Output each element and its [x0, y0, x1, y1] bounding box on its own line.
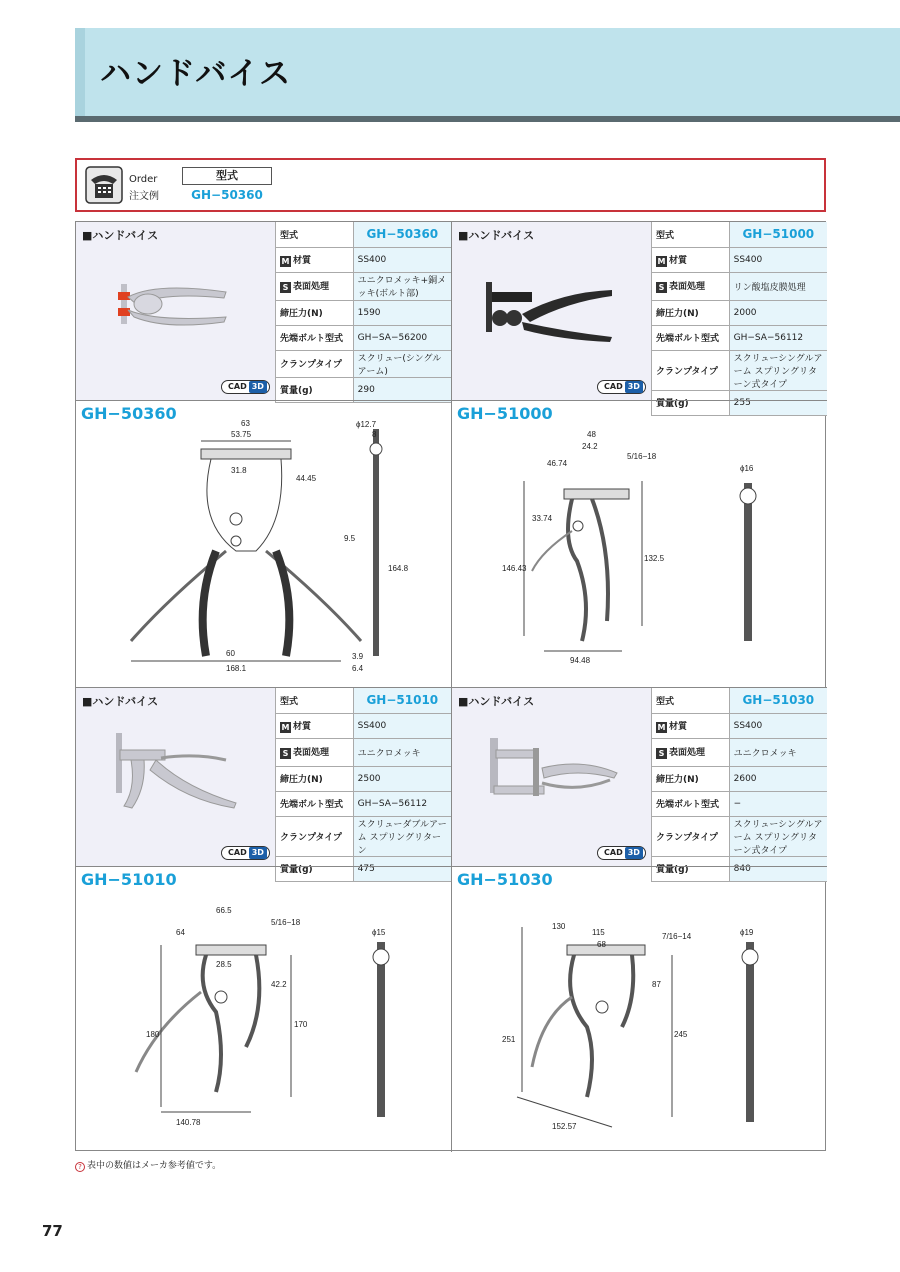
technical-drawing-gh-50360	[76, 401, 451, 689]
drawing-title: GH−50360	[81, 404, 177, 423]
technical-drawing-gh-51000	[452, 401, 827, 689]
spec-value-weight: 290	[353, 377, 451, 402]
dimension-label: ϕ16	[740, 464, 754, 473]
footnote	[75, 1158, 221, 1172]
product-photo-area	[452, 222, 651, 400]
spec-label-surface: S 表面処理	[276, 738, 354, 766]
spec-value-weight: 475	[353, 856, 451, 881]
spec-table	[275, 688, 451, 882]
spec-value-material: SS400	[729, 713, 827, 738]
dimension-label: 48	[587, 430, 596, 439]
spec-value-surface: ユニクロメッキ+銅メッキ(ボルト部)	[353, 272, 451, 300]
dimension-label: 3.9	[352, 652, 364, 661]
dimension-label: 24.2	[582, 442, 598, 451]
product-card-gh-50360	[76, 222, 451, 400]
spec-label-surface: S 表面処理	[652, 738, 730, 766]
spec-value-force: 2000	[729, 300, 827, 325]
material-mark-icon: M	[657, 256, 666, 266]
order-model-value: GH−50360	[191, 188, 263, 202]
spec-label-weight: 質量(g)	[652, 390, 730, 415]
spec-label-model: 型式	[652, 688, 730, 713]
order-example-box	[75, 158, 826, 212]
spec-value-bolt: GH−SA−56112	[729, 325, 827, 350]
order-label-jp: 注文例	[129, 191, 159, 202]
spec-label-weight: 質量(g)	[276, 377, 354, 402]
dimension-label: 42.2	[271, 980, 287, 989]
spec-value-model: GH−51000	[729, 222, 827, 247]
dimension-label: ϕ15	[372, 928, 386, 937]
surface-mark-icon: S	[280, 748, 291, 759]
dimension-label: 5/16−18	[627, 452, 657, 461]
spec-table	[651, 222, 827, 416]
product-photo-area	[76, 222, 275, 400]
product-card-gh-51010	[76, 688, 451, 875]
dimension-label: 46.74	[547, 459, 568, 468]
product-photo-area	[76, 688, 275, 866]
title-accent	[75, 28, 85, 122]
spec-value-bolt: GH−SA−56200	[353, 325, 451, 350]
title-shadow	[75, 116, 900, 122]
drawing-gh-51010	[76, 866, 451, 1154]
page-number: 77	[42, 1222, 63, 1240]
spec-label-clamp: クランプタイプ	[652, 350, 730, 390]
surface-mark-icon: S	[656, 282, 667, 293]
order-label-en: Order	[129, 174, 158, 185]
surface-mark-icon: S	[656, 748, 667, 759]
product-photo-gh-51010	[76, 688, 275, 866]
dimension-label: 53.75	[231, 430, 252, 439]
material-mark-icon: M	[281, 722, 290, 732]
dimension-label: 140.78	[176, 1118, 201, 1127]
product-grid	[75, 221, 826, 1151]
product-photo-gh-51000	[452, 222, 651, 400]
dimension-label: 251	[502, 1035, 516, 1044]
dimension-label: 33.74	[532, 514, 553, 523]
spec-label-bolt: 先端ボルト型式	[276, 325, 354, 350]
spec-label-model: 型式	[276, 688, 354, 713]
spec-label-surface: S 表面処理	[652, 272, 730, 300]
drawing-title: GH−51030	[457, 870, 553, 889]
cad-3d-badge[interactable]: CAD 3D	[597, 846, 646, 860]
spec-value-surface: ユニクロメッキ	[353, 738, 451, 766]
dimension-label: 6.4	[352, 664, 364, 673]
spec-value-bolt: GH−SA−56112	[353, 791, 451, 816]
spec-label-force: 締圧力(N)	[652, 766, 730, 791]
spec-value-model: GH−50360	[353, 222, 451, 247]
spec-value-weight: 255	[729, 390, 827, 415]
spec-value-clamp: スクリューダブルアーム スプリングリターン	[353, 816, 451, 856]
spec-value-surface: ユニクロメッキ	[729, 738, 827, 766]
spec-label-model: 型式	[652, 222, 730, 247]
dimension-label: 64	[176, 928, 185, 937]
dimension-label: 152.57	[552, 1122, 577, 1131]
spec-value-model: GH−51030	[729, 688, 827, 713]
dimension-label: 9.5	[344, 534, 356, 543]
spec-value-force: 2600	[729, 766, 827, 791]
product-heading: ■ハンドバイス	[82, 695, 159, 708]
spec-label-force: 締圧力(N)	[276, 766, 354, 791]
dimension-label: 87	[652, 980, 661, 989]
dimension-label: 164.8	[388, 564, 409, 573]
drawing-title: GH−51000	[457, 404, 553, 423]
product-heading: ■ハンドバイス	[458, 695, 535, 708]
dimension-label: 168.1	[226, 664, 247, 673]
spec-value-bolt: −	[729, 791, 827, 816]
technical-drawing-gh-51010	[76, 867, 451, 1153]
spec-label-surface: S 表面処理	[276, 272, 354, 300]
spec-label-bolt: 先端ボルト型式	[652, 791, 730, 816]
dimension-label: 44.45	[296, 474, 317, 483]
spec-label-clamp: クランプタイプ	[652, 816, 730, 856]
spec-label-weight: 質量(g)	[276, 856, 354, 881]
drawing-gh-51030	[452, 866, 827, 1154]
footnote-text: 表中の数値はメーカ参考値です。	[87, 1161, 222, 1171]
product-photo-gh-51030	[452, 688, 651, 866]
dimension-label: 146.43	[502, 564, 527, 573]
product-card-gh-51030	[452, 688, 827, 875]
surface-mark-icon: S	[280, 282, 291, 293]
spec-label-bolt: 先端ボルト型式	[276, 791, 354, 816]
dimension-label: 180	[146, 1030, 160, 1039]
dimension-label: 68	[597, 940, 606, 949]
dimension-label: 28.5	[216, 960, 232, 969]
dimension-label: 245	[674, 1030, 688, 1039]
dimension-label: 94.48	[570, 656, 591, 665]
spec-value-material: SS400	[353, 713, 451, 738]
dimension-label: ϕ12.7	[356, 420, 377, 429]
dimension-label: ϕ19	[740, 928, 754, 937]
product-heading: ■ハンドバイス	[458, 229, 535, 242]
dimension-label: 63	[241, 419, 250, 428]
spec-label-force: 締圧力(N)	[652, 300, 730, 325]
material-mark-icon: M	[657, 722, 666, 732]
dimension-label: 31.8	[231, 466, 247, 475]
spec-value-material: SS400	[353, 247, 451, 272]
product-heading: ■ハンドバイス	[82, 229, 159, 242]
technical-drawing-gh-51030	[452, 867, 827, 1153]
drawing-gh-50360	[76, 400, 451, 688]
spec-table	[651, 688, 827, 882]
product-card-gh-51000	[452, 222, 827, 409]
order-model-header: 型式	[182, 167, 272, 185]
spec-label-clamp: クランプタイプ	[276, 350, 354, 377]
material-mark-icon: M	[281, 256, 290, 266]
cad-3d-badge[interactable]: CAD 3D	[221, 846, 270, 860]
spec-value-model: GH−51010	[353, 688, 451, 713]
spec-value-force: 2500	[353, 766, 451, 791]
dimension-label: 132.5	[644, 554, 665, 563]
drawing-gh-51000	[452, 400, 827, 688]
spec-value-force: 1590	[353, 300, 451, 325]
spec-value-clamp: スクリューシングルアーム スプリングリターン式タイプ	[729, 350, 827, 390]
cad-3d-badge[interactable]: CAD 3D	[597, 380, 646, 394]
spec-label-weight: 質量(g)	[652, 856, 730, 881]
spec-label-material: M 材質	[276, 247, 354, 272]
spec-value-material: SS400	[729, 247, 827, 272]
product-photo-gh-50360	[76, 222, 275, 400]
drawing-title: GH−51010	[81, 870, 177, 889]
product-photo-area	[452, 688, 651, 866]
dimension-label: 7/16−14	[662, 932, 692, 941]
dimension-label: 66.5	[216, 906, 232, 915]
dimension-label: 5/16−18	[271, 918, 301, 927]
spec-label-model: 型式	[276, 222, 354, 247]
spec-label-bolt: 先端ボルト型式	[652, 325, 730, 350]
spec-value-weight: 840	[729, 856, 827, 881]
spec-value-clamp: スクリューシングルアーム スプリングリターン式タイプ	[729, 816, 827, 856]
telephone-order-icon	[85, 166, 123, 204]
spec-value-surface: リン酸塩皮膜処理	[729, 272, 827, 300]
dimension-label: 170	[294, 1020, 308, 1029]
spec-label-material: M 材質	[652, 247, 730, 272]
dimension-label: 8	[372, 430, 377, 439]
spec-value-clamp: スクリュー(シングルアーム)	[353, 350, 451, 377]
reference-note-icon: ?	[75, 1162, 85, 1172]
spec-label-clamp: クランプタイプ	[276, 816, 354, 856]
spec-table	[275, 222, 451, 403]
spec-label-force: 締圧力(N)	[276, 300, 354, 325]
cad-3d-badge[interactable]: CAD 3D	[221, 380, 270, 394]
dimension-label: 115	[592, 928, 605, 937]
dimension-label: 60	[226, 649, 235, 658]
page-title: ハンドバイス	[100, 56, 292, 92]
spec-label-material: M 材質	[652, 713, 730, 738]
spec-label-material: M 材質	[276, 713, 354, 738]
dimension-label: 130	[552, 922, 566, 931]
